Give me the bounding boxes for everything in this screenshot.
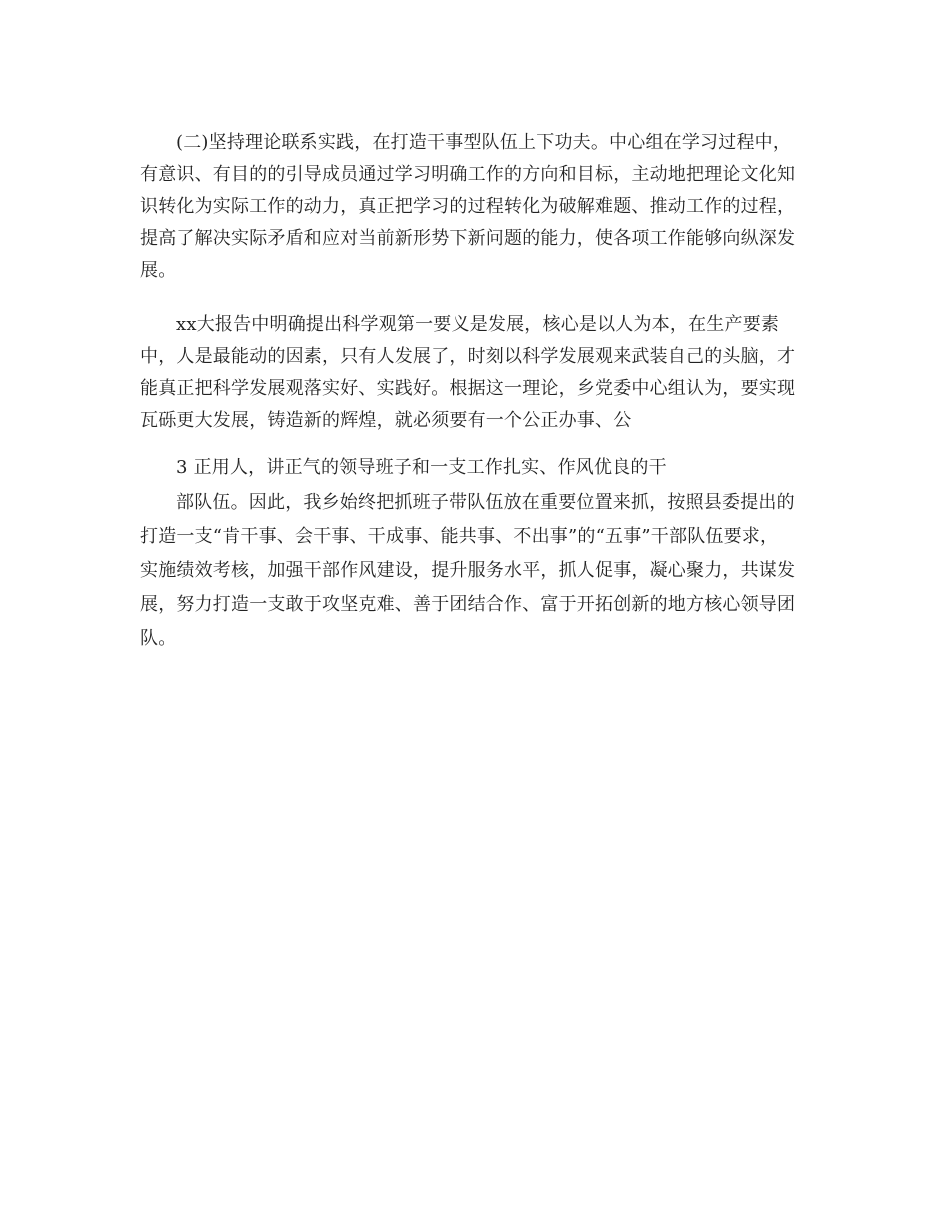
paragraph-2-line-2: 中，人是最能动的因素，只有人发展了，时刻以科学发展观来武装自己的头脑，才	[140, 346, 796, 367]
paragraph-1-line-1: (二)坚持理论联系实践，在打造干事型队伍上下功夫。中心组在学习过程中，	[176, 132, 792, 153]
paragraph-2-line-1: xx大报告中明确提出科学观第一要义是发展，核心是以人为本，在生产要素	[176, 314, 780, 335]
paragraph-4-line-3: 实施绩效考核，加强干部作风建设，提升服务水平，抓人促事，凝心聚力，共谋发	[140, 560, 796, 581]
paragraph-4-line-5: 队。	[140, 628, 177, 649]
paragraph-4-line-2: 打造一支“肯干事、会干事、干成事、能共事、不出事”的“五事”干部队伍要求，	[140, 526, 779, 547]
paragraph-2-line-4: 瓦砾更大发展，铸造新的辉煌，就必须要有一个公正办事、公	[140, 410, 632, 431]
paragraph-4-line-1: 部队伍。因此，我乡始终把抓班子带队伍放在重要位置来抓，按照县委提出的	[176, 492, 795, 513]
paragraph-4-line-4: 展，努力打造一支敢于攻坚克难、善于团结合作、富于开拓创新的地方核心领导团	[140, 594, 796, 615]
paragraph-1-line-2: 有意识、有目的的引导成员通过学习明确工作的方向和目标，主动地把理论文化知	[140, 164, 796, 185]
paragraph-2-line-3: 能真正把科学发展观落实好、实践好。根据这一理论，乡党委中心组认为，要实现	[140, 378, 796, 399]
paragraph-1-line-5: 展。	[140, 260, 177, 281]
paragraph-1-line-3: 识转化为实际工作的动力，真正把学习的过程转化为破解难题、推动工作的过程，	[140, 196, 796, 217]
paragraph-1-line-4: 提高了解决实际矛盾和应对当前新形势下新问题的能力，使各项工作能够向纵深发	[140, 228, 796, 249]
paragraph-3-line-1: 3 正用人，讲正气的领导班子和一支工作扎实、作风优良的干	[176, 457, 667, 478]
